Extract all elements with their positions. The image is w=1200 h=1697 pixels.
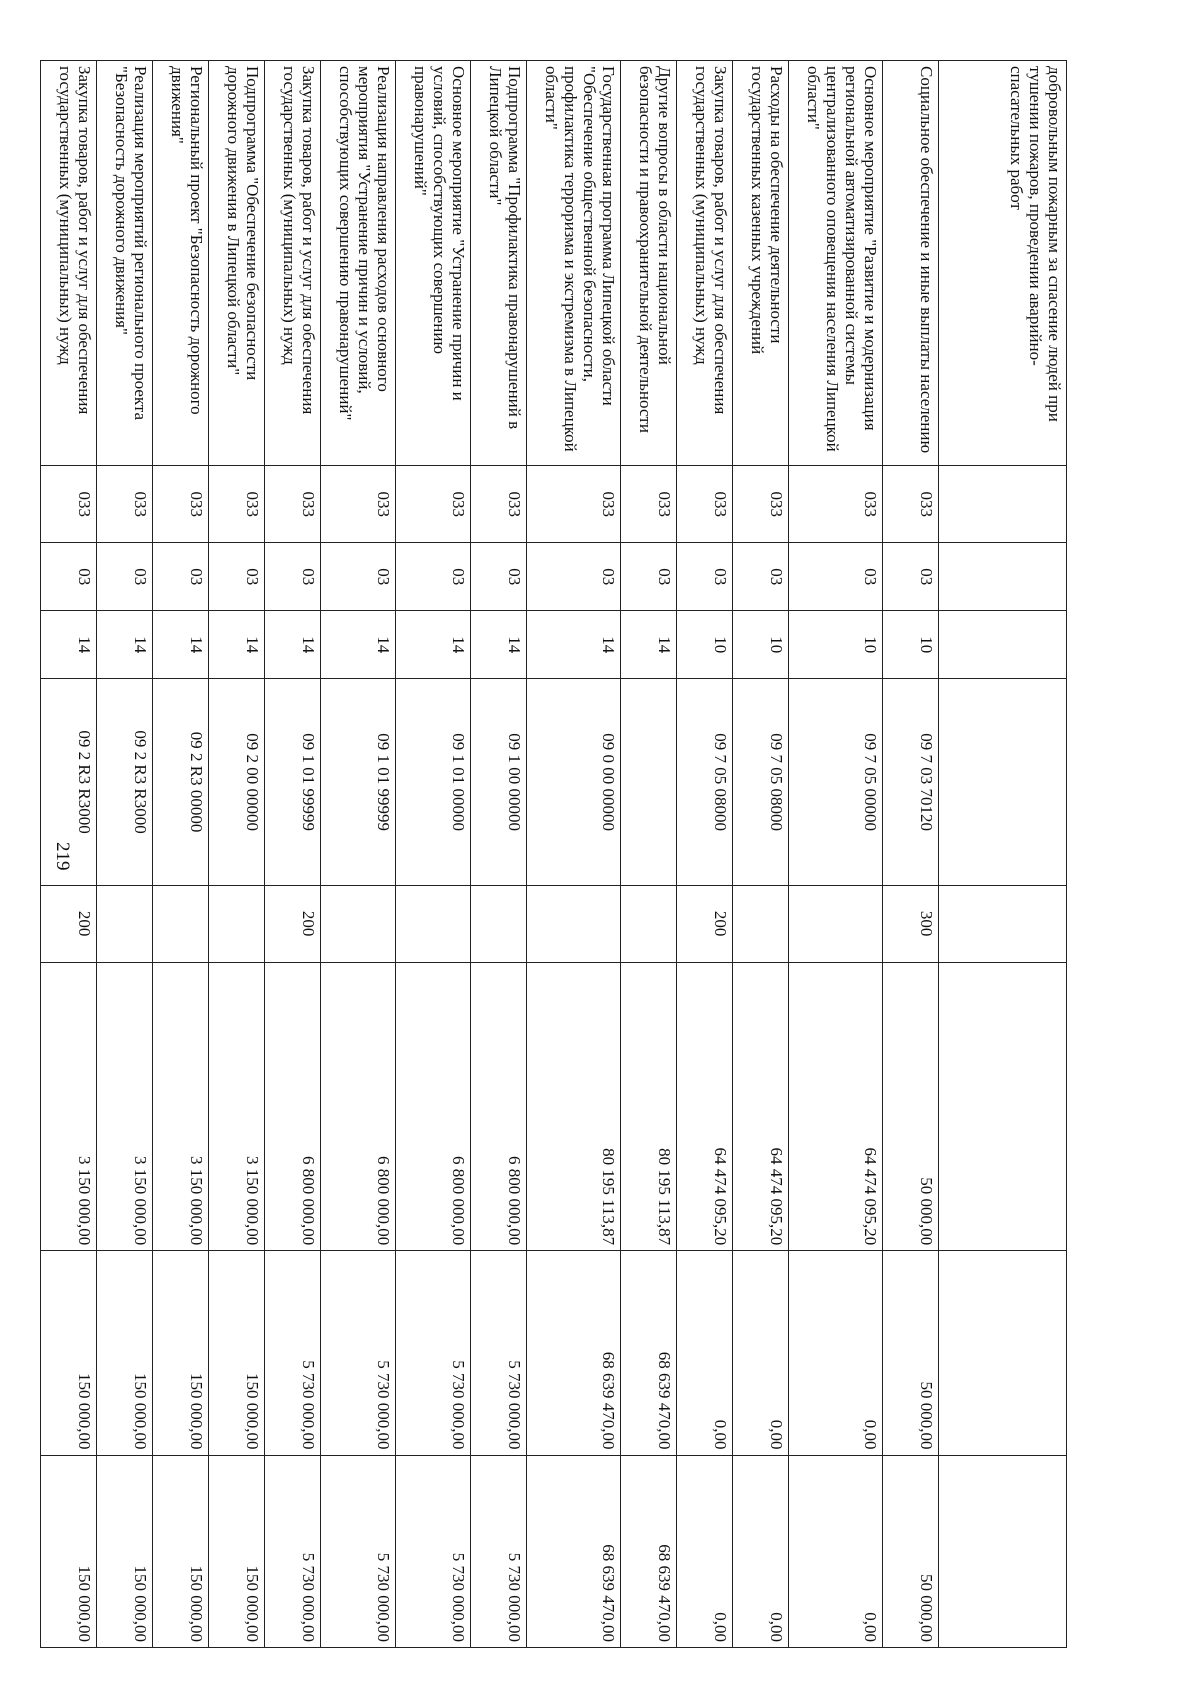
cell-amount-year-2: 0,00	[789, 1251, 883, 1455]
cell-amount-year-3: 150 000,00	[41, 1455, 97, 1648]
cell-subsection: 10	[677, 611, 733, 679]
cell-section: 03	[527, 543, 621, 611]
cell-subsection: 10	[733, 611, 789, 679]
cell-amount-year-3: 0,00	[789, 1455, 883, 1648]
cell-administrator: 033	[677, 466, 733, 543]
cell-target-article: 09 2 R3 00000	[153, 679, 209, 885]
cell-administrator: 033	[321, 466, 396, 543]
cell-name: Подпрограмма "Профилактика правонарушений в Липецкой области"	[471, 61, 527, 466]
cell-name: Реализация мероприятий регионального проекта "Безопасность дорожного движения"	[97, 61, 153, 466]
cell-target-article: 09 7 05 08000	[733, 679, 789, 885]
cell-target-article: 09 2 R3 R3000	[97, 679, 153, 885]
cell-expense-type	[97, 885, 153, 962]
cell-expense-type: 200	[41, 885, 97, 962]
cell-name: Основное мероприятие "Устранение причин и условий, способствующих совершению правонарушений"	[396, 61, 471, 466]
cell-name: Социальное обеспечение и иные выплаты населению	[883, 61, 939, 466]
table-row	[733, 61, 789, 1648]
cell-amount-year-3: 5 730 000,00	[396, 1455, 471, 1648]
cell-amount-year-2: 150 000,00	[41, 1251, 97, 1455]
cell-target-article: 09 7 05 00000	[789, 679, 883, 885]
cell-amount-year-2: 68 639 470,00	[527, 1251, 621, 1455]
cell-amount-year-2: 5 730 000,00	[471, 1251, 527, 1455]
cell-subsection: 14	[209, 611, 265, 679]
cell-administrator: 033	[97, 466, 153, 543]
cell-target-article: 09 7 03 70120	[883, 679, 939, 885]
cell-amount-year-1: 6 800 000,00	[321, 962, 396, 1251]
cell-target-article: 09 7 05 08000	[677, 679, 733, 885]
table-row	[396, 61, 471, 1648]
cell-amount-year-3: 150 000,00	[209, 1455, 265, 1648]
cell-amount-year-2: 68 639 470,00	[621, 1251, 677, 1455]
cell-amount-year-1: 3 150 000,00	[41, 962, 97, 1251]
cell-administrator: 033	[527, 466, 621, 543]
cell-amount-year-1: 3 150 000,00	[209, 962, 265, 1251]
cell-amount-year-3: 68 639 470,00	[621, 1455, 677, 1648]
cell-administrator: 033	[41, 466, 97, 543]
cell-section: 03	[153, 543, 209, 611]
cell-amount-year-1: 64 474 095,20	[733, 962, 789, 1251]
cell-amount-year-3: 68 639 470,00	[527, 1455, 621, 1648]
table-row	[97, 61, 153, 1648]
cell-amount-year-1: 6 800 000,00	[471, 962, 527, 1251]
cell-target-article: 09 1 00 00000	[471, 679, 527, 885]
cell-amount-year-3: 5 730 000,00	[265, 1455, 321, 1648]
cell-name: Региональный проект "Безопасность дорожного движения"	[153, 61, 209, 466]
cell-amount-year-1: 64 474 095,20	[677, 962, 733, 1251]
cell-expense-type	[153, 885, 209, 962]
cell-subsection: 14	[97, 611, 153, 679]
cell-expense-type: 200	[265, 885, 321, 962]
cell-amount-year-1: 6 800 000,00	[265, 962, 321, 1251]
cell-target-article: 09 0 00 00000	[527, 679, 621, 885]
cell-section: 03	[621, 543, 677, 611]
cell-section: 03	[321, 543, 396, 611]
cell-target-article: 09 1 01 99999	[321, 679, 396, 885]
page-number: 219	[52, 842, 73, 871]
cell-subsection: 14	[41, 611, 97, 679]
cell-expense-type	[209, 885, 265, 962]
cell-expense-type	[396, 885, 471, 962]
cell-name: Другие вопросы в области национальной безопасности и правоохранительной деятельности	[621, 61, 677, 466]
cell-subsection: 14	[527, 611, 621, 679]
table-row	[321, 61, 396, 1648]
table-row	[265, 61, 321, 1648]
cell-expense-type	[321, 885, 396, 962]
cell-expense-type	[527, 885, 621, 962]
cell-amount-year-2: 150 000,00	[209, 1251, 265, 1455]
cell-amount-year-3: 0,00	[733, 1455, 789, 1648]
cell-name: Закупка товаров, работ и услуг для обеспечения государственных (муниципальных) нужд	[265, 61, 321, 466]
cell-expense-type	[471, 885, 527, 962]
cell-section: 03	[789, 543, 883, 611]
cell-target-article: 09 2 R3 R3000	[41, 679, 97, 885]
cell-amount-year-1: 80 195 113,87	[527, 962, 621, 1251]
cell-expense-type	[939, 885, 1067, 962]
cell-section: 03	[471, 543, 527, 611]
cell-amount-year-3: 150 000,00	[97, 1455, 153, 1648]
cell-amount-year-3: 5 730 000,00	[471, 1455, 527, 1648]
table-row	[471, 61, 527, 1648]
cell-amount-year-1: 50 000,00	[883, 962, 939, 1251]
budget-table	[40, 60, 1067, 1648]
cell-name: Реализация направления расходов основного мероприятия "Устранение причин и условий, способствующих совершению правонарушений"	[321, 61, 396, 466]
cell-name: Расходы на обеспечение деятельности государственных казенных учреждений	[733, 61, 789, 466]
cell-subsection: 14	[396, 611, 471, 679]
table-row	[209, 61, 265, 1648]
cell-amount-year-2	[939, 1251, 1067, 1455]
table-row	[527, 61, 621, 1648]
cell-section: 03	[677, 543, 733, 611]
cell-subsection	[939, 611, 1067, 679]
table-row	[153, 61, 209, 1648]
cell-section: 03	[41, 543, 97, 611]
cell-name: добровольным пожарным за спасение людей при тушении пожаров, проведении аварийно-спасательных работ	[939, 61, 1067, 466]
cell-section: 03	[265, 543, 321, 611]
cell-administrator: 033	[396, 466, 471, 543]
cell-expense-type	[789, 885, 883, 962]
cell-administrator: 033	[733, 466, 789, 543]
cell-name: Закупка товаров, работ и услуг для обеспечения государственных (муниципальных) нужд	[41, 61, 97, 466]
cell-name: Подпрограмма "Обеспечение безопасности дорожного движения в Липецкой области"	[209, 61, 265, 466]
cell-amount-year-1: 3 150 000,00	[153, 962, 209, 1251]
cell-amount-year-2: 50 000,00	[883, 1251, 939, 1455]
cell-amount-year-1: 6 800 000,00	[396, 962, 471, 1251]
cell-amount-year-1: 80 195 113,87	[621, 962, 677, 1251]
cell-section: 03	[97, 543, 153, 611]
cell-section: 03	[209, 543, 265, 611]
cell-name: Государственная программа Липецкой области "Обеспечение общественной безопасности, профилактика терроризма и экстремизма в Липецкой области"	[527, 61, 621, 466]
cell-amount-year-2: 5 730 000,00	[321, 1251, 396, 1455]
cell-expense-type: 300	[883, 885, 939, 962]
cell-subsection: 14	[321, 611, 396, 679]
cell-amount-year-2: 5 730 000,00	[396, 1251, 471, 1455]
cell-section: 03	[733, 543, 789, 611]
cell-expense-type: 200	[677, 885, 733, 962]
cell-expense-type	[621, 885, 677, 962]
cell-administrator: 033	[789, 466, 883, 543]
cell-amount-year-3: 150 000,00	[153, 1455, 209, 1648]
cell-section: 03	[396, 543, 471, 611]
cell-amount-year-2: 150 000,00	[97, 1251, 153, 1455]
cell-target-article	[621, 679, 677, 885]
cell-subsection: 14	[265, 611, 321, 679]
cell-expense-type	[733, 885, 789, 962]
cell-administrator: 033	[471, 466, 527, 543]
cell-amount-year-3: 50 000,00	[883, 1455, 939, 1648]
cell-amount-year-2: 0,00	[733, 1251, 789, 1455]
cell-administrator: 033	[153, 466, 209, 543]
table-row	[939, 61, 1067, 1648]
cell-administrator: 033	[209, 466, 265, 543]
cell-subsection: 14	[153, 611, 209, 679]
cell-amount-year-1: 3 150 000,00	[97, 962, 153, 1251]
cell-subsection: 10	[883, 611, 939, 679]
cell-section	[939, 543, 1067, 611]
cell-target-article: 09 1 01 99999	[265, 679, 321, 885]
cell-name: Основное мероприятие "Развитие и модернизация региональной автоматизированной системы централизованного оповещения населения Липецкой области"	[789, 61, 883, 466]
cell-subsection: 14	[471, 611, 527, 679]
cell-amount-year-3	[939, 1455, 1067, 1648]
table-row	[621, 61, 677, 1648]
cell-amount-year-2: 5 730 000,00	[265, 1251, 321, 1455]
cell-administrator	[939, 466, 1067, 543]
table-row	[677, 61, 733, 1648]
cell-amount-year-2: 150 000,00	[153, 1251, 209, 1455]
cell-target-article	[939, 679, 1067, 885]
cell-target-article: 09 1 01 00000	[396, 679, 471, 885]
cell-amount-year-3: 0,00	[677, 1455, 733, 1648]
table-row	[883, 61, 939, 1648]
cell-amount-year-1	[939, 962, 1067, 1251]
cell-administrator: 033	[265, 466, 321, 543]
cell-subsection: 10	[789, 611, 883, 679]
table-row	[789, 61, 883, 1648]
cell-amount-year-3: 5 730 000,00	[321, 1455, 396, 1648]
cell-administrator: 033	[883, 466, 939, 543]
cell-subsection: 14	[621, 611, 677, 679]
cell-target-article: 09 2 00 00000	[209, 679, 265, 885]
cell-amount-year-1: 64 474 095,20	[789, 962, 883, 1251]
cell-amount-year-2: 0,00	[677, 1251, 733, 1455]
cell-section: 03	[883, 543, 939, 611]
table-row	[41, 61, 97, 1648]
cell-administrator: 033	[621, 466, 677, 543]
table-body	[41, 61, 1067, 1648]
cell-name: Закупка товаров, работ и услуг для обеспечения государственных (муниципальных) нужд	[677, 61, 733, 466]
